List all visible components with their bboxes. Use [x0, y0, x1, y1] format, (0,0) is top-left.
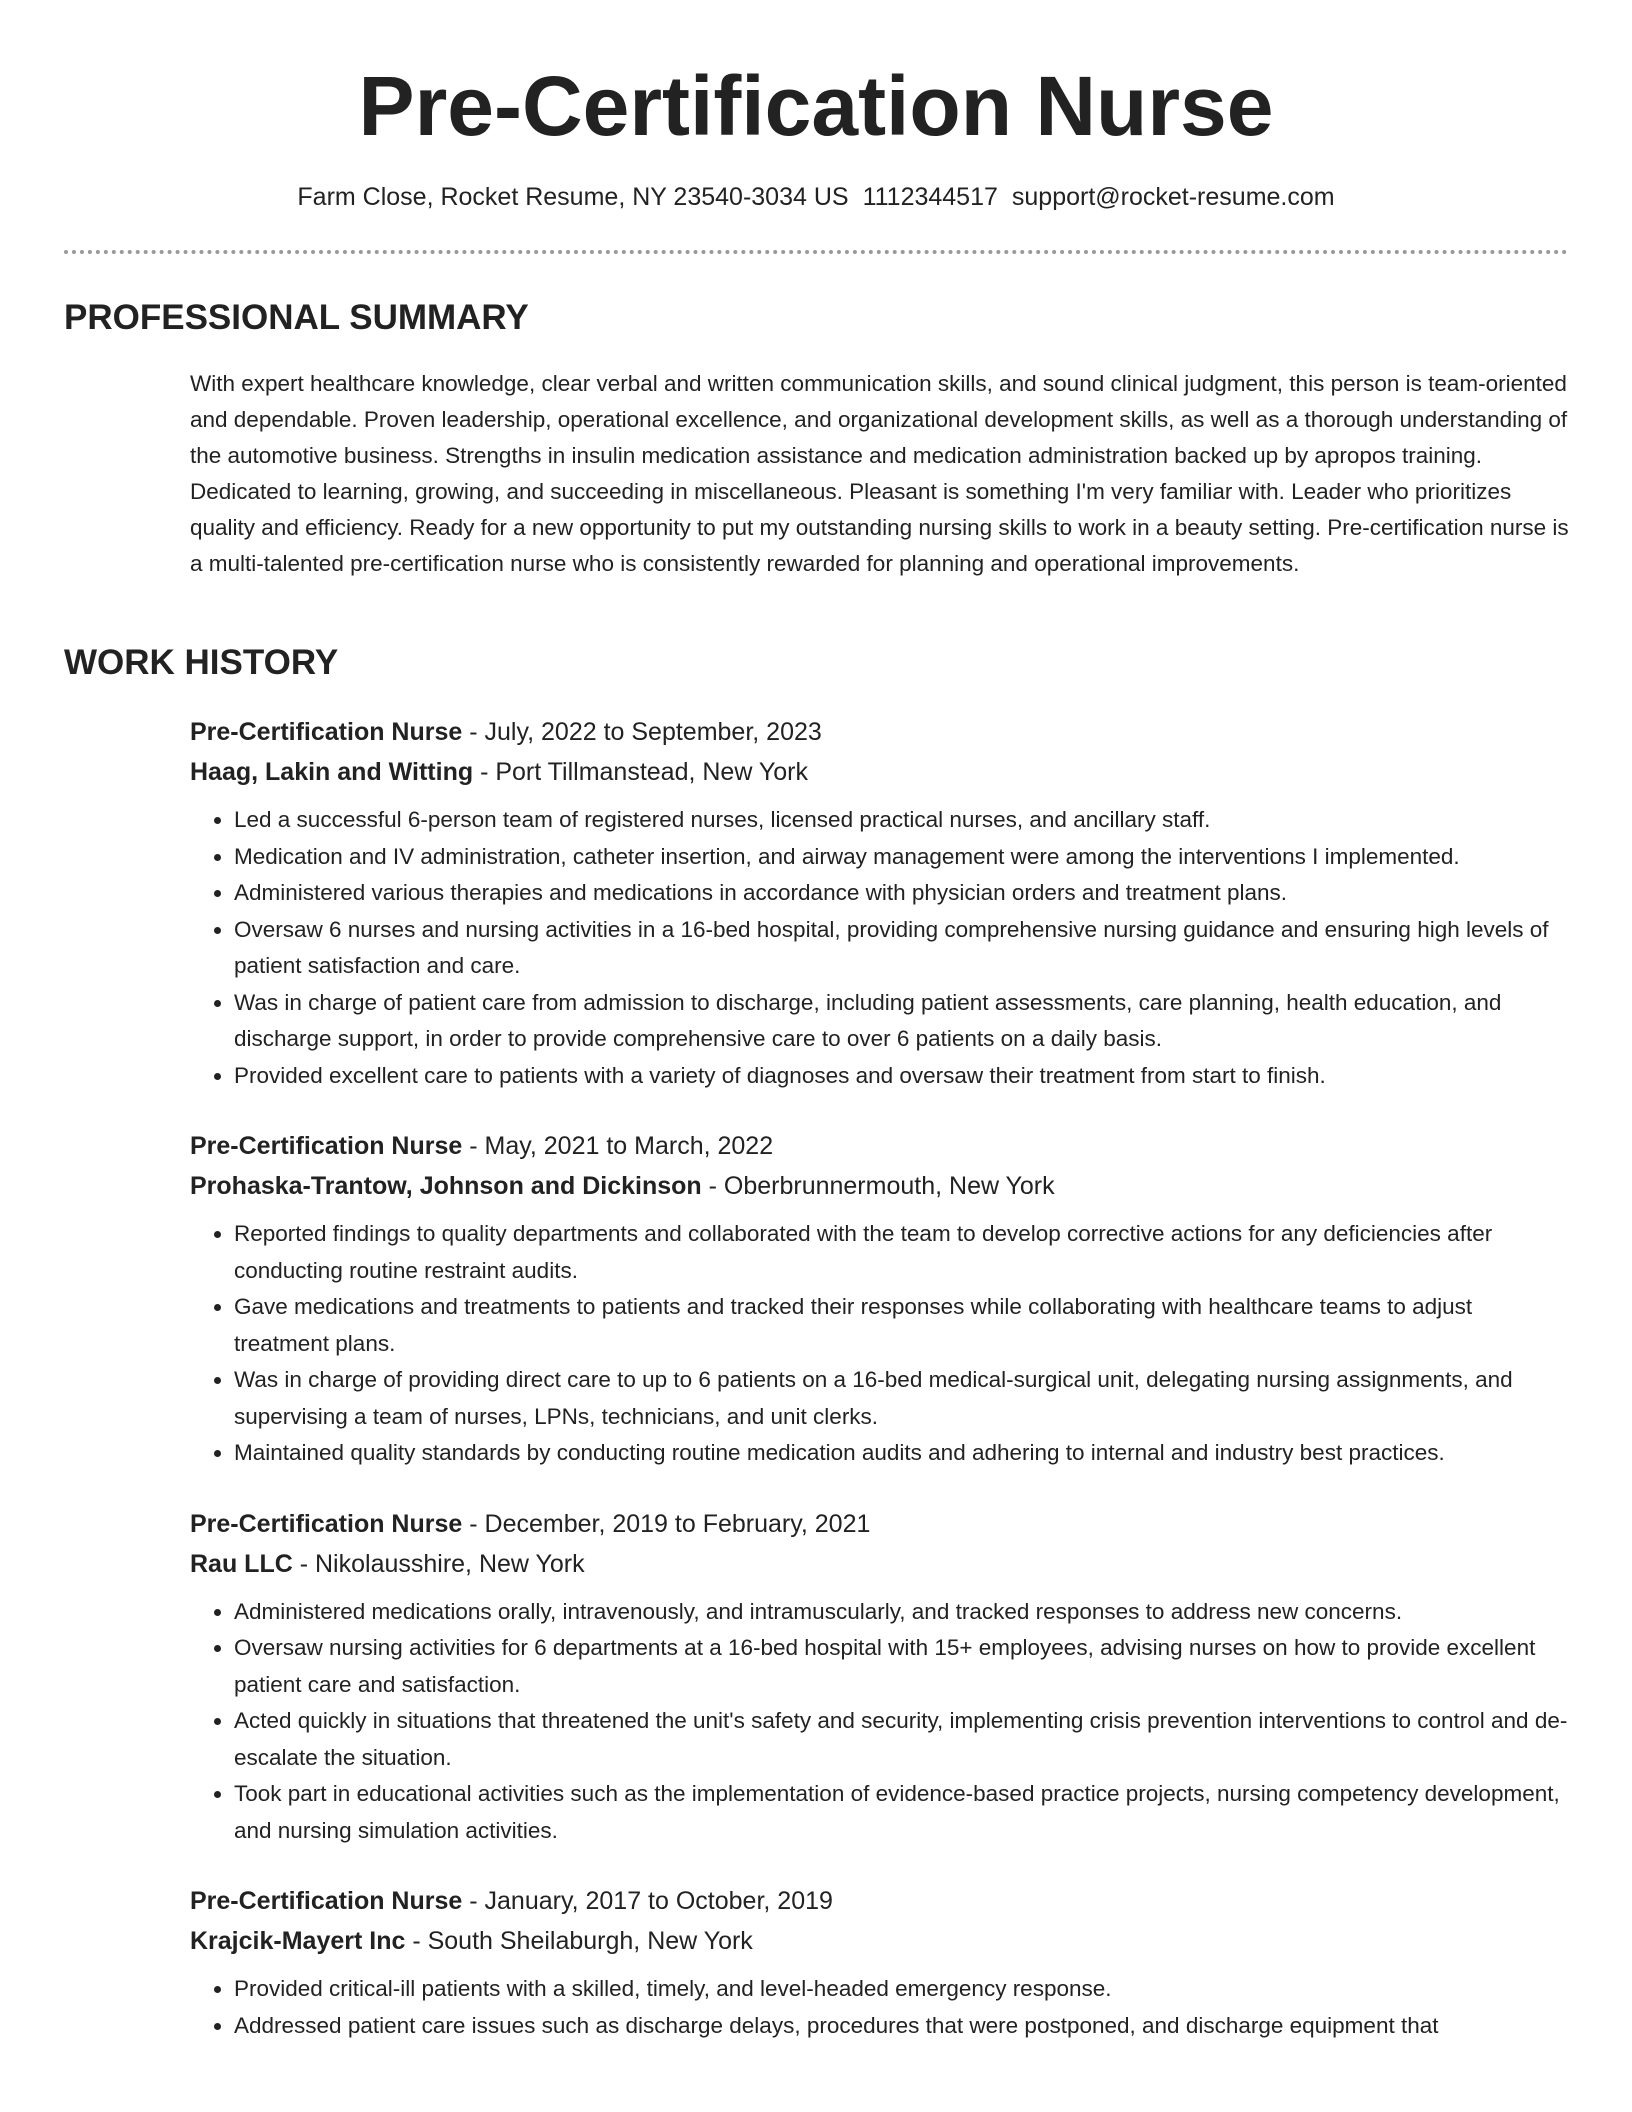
job-bullet: • Administered various therapies and medications in accordance with physician orders and treatment plans. — [234, 875, 1570, 912]
header-divider — [64, 250, 1568, 254]
job-bullet: • Oversaw 6 nurses and nursing activities in a 16-bed hospital, providing comprehensive nursing guidance and ensuring high levels of patient satisfaction and care. — [234, 912, 1570, 985]
job-bullet: • Provided critical-ill patients with a skilled, timely, and level-headed emergency response. — [234, 1971, 1570, 2008]
job-company-line — [190, 752, 1570, 792]
summary-section-title: PROFESSIONAL SUMMARY — [64, 298, 529, 337]
job-bullet: • Led a successful 6-person team of registered nurses, licensed practical nurses, and ancillary staff. — [234, 802, 1570, 839]
job-location: - Nikolausshire, New York — [292, 1549, 585, 1578]
job-bullet: • Was in charge of patient care from admission to discharge, including patient assessments, care planning, health education, and discharge support, in order to provide comprehensive care to over 6 patients on a daily basis. — [234, 985, 1570, 1058]
contact-phone: 1112344517 — [862, 183, 998, 211]
job-bullet: • Addressed patient care issues such as discharge delays, procedures that were postponed, and discharge equipment that — [234, 2008, 1570, 2045]
job-title-line — [190, 1504, 1570, 1544]
job-company: Prohaska-Trantow, Johnson and Dickinson — [190, 1172, 702, 1200]
job-role: Pre-Certification Nurse — [190, 718, 463, 746]
job-dates: - July, 2022 to September, 2023 — [462, 718, 822, 746]
work-section-title: WORK HISTORY — [64, 643, 339, 682]
resume-header — [64, 56, 1568, 214]
job-title-line — [190, 1126, 1570, 1166]
job-bullet: • Maintained quality standards by conducting routine medication audits and adhering to internal and industry best practices. — [234, 1435, 1570, 1472]
job-bullet: • Was in charge of providing direct care to up to 6 patients on a 16-bed medical-surgical unit, delegating nursing assignments, and supervising a team of nurses, LPNs, technicians, and unit clerks. — [234, 1362, 1570, 1435]
job-dates: - May, 2021 to March, 2022 — [462, 1132, 774, 1160]
job-bullet: • Gave medications and treatments to patients and tracked their responses while collaborating with healthcare teams to adjust treatment plans. — [234, 1289, 1570, 1362]
contact-email: support@rocket-resume.com — [1011, 183, 1335, 211]
job-company-line — [190, 1544, 1570, 1584]
job-location: - Port Tillmanstead, New York — [473, 758, 808, 786]
job-dates: - December, 2019 to February, 2021 — [462, 1509, 871, 1538]
job-bullets — [190, 802, 1570, 1094]
candidate-name: Pre-Certification Nurse — [358, 59, 1274, 153]
job-company: Haag, Lakin and Witting — [190, 758, 474, 786]
work-history-list — [190, 712, 1570, 2076]
job-company: Rau LLC — [190, 1549, 293, 1578]
job-company: Krajcik-Mayert Inc — [190, 1927, 406, 1955]
contact-line — [64, 180, 1568, 214]
job-bullets — [190, 1594, 1570, 1850]
job-role: Pre-Certification Nurse — [190, 1887, 463, 1915]
job-bullet: • Oversaw nursing activities for 6 departments at a 16-bed hospital with 15+ employees, advising nurses on how to provide excellent patient care and satisfaction. — [234, 1630, 1570, 1703]
job-bullet: • Administered medications orally, intravenously, and intramuscularly, and tracked responses to address new concerns. — [234, 1594, 1570, 1631]
job-title-line — [190, 1881, 1570, 1921]
job-entry — [190, 1504, 1570, 1850]
job-entry — [190, 1126, 1570, 1472]
job-entry — [190, 1881, 1570, 2044]
job-company-line — [190, 1166, 1570, 1206]
job-location: - South Sheilaburgh, New York — [405, 1927, 753, 1955]
job-bullets — [190, 1216, 1570, 1472]
job-role: Pre-Certification Nurse — [190, 1509, 463, 1538]
job-bullet: • Acted quickly in situations that threatened the unit's safety and security, implementing crisis prevention interventions to control and de-escalate the situation. — [234, 1703, 1570, 1776]
summary-text: With expert healthcare knowledge, clear verbal and written communication skills, and sound clinical judgment, this person is team-oriented and dependable. Proven leadership, operational excellence, and organizational development skills, as well as a thorough understanding of the automotive business. Strengths in insulin medication assistance and medication administration backed up by apropos training. Dedicated to learning, growing, and succeeding in miscellaneous. Pleasant is something I'm very familiar with. Leader who prioritizes quality and efficiency. Ready for a new opportunity to put my outstanding nursing skills to work in a beauty setting. Pre-certification nurse is a multi-talented pre-certification nurse who is consistently rewarded for planning and operational improvements. — [190, 371, 1569, 576]
job-dates: - January, 2017 to October, 2019 — [462, 1887, 833, 1915]
job-location: - Oberbrunnermouth, New York — [701, 1172, 1055, 1200]
contact-address: Farm Close, Rocket Resume, NY 23540-3034 US — [297, 183, 849, 211]
job-company-line — [190, 1921, 1570, 1961]
job-role: Pre-Certification Nurse — [190, 1132, 463, 1160]
job-title-line — [190, 712, 1570, 752]
job-bullet: • Medication and IV administration, catheter insertion, and airway management were among the interventions I implemented. — [234, 839, 1570, 876]
job-entry — [190, 712, 1570, 1094]
job-bullets — [190, 1971, 1570, 2044]
job-bullet: • Took part in educational activities such as the implementation of evidence-based practice projects, nursing competency development, and nursing simulation activities. — [234, 1776, 1570, 1849]
job-bullet: • Reported findings to quality departments and collaborated with the team to develop corrective actions for any deficiencies after conducting routine restraint audits. — [234, 1216, 1570, 1289]
job-bullet: • Provided excellent care to patients with a variety of diagnoses and oversaw their treatment from start to finish. — [234, 1058, 1570, 1095]
